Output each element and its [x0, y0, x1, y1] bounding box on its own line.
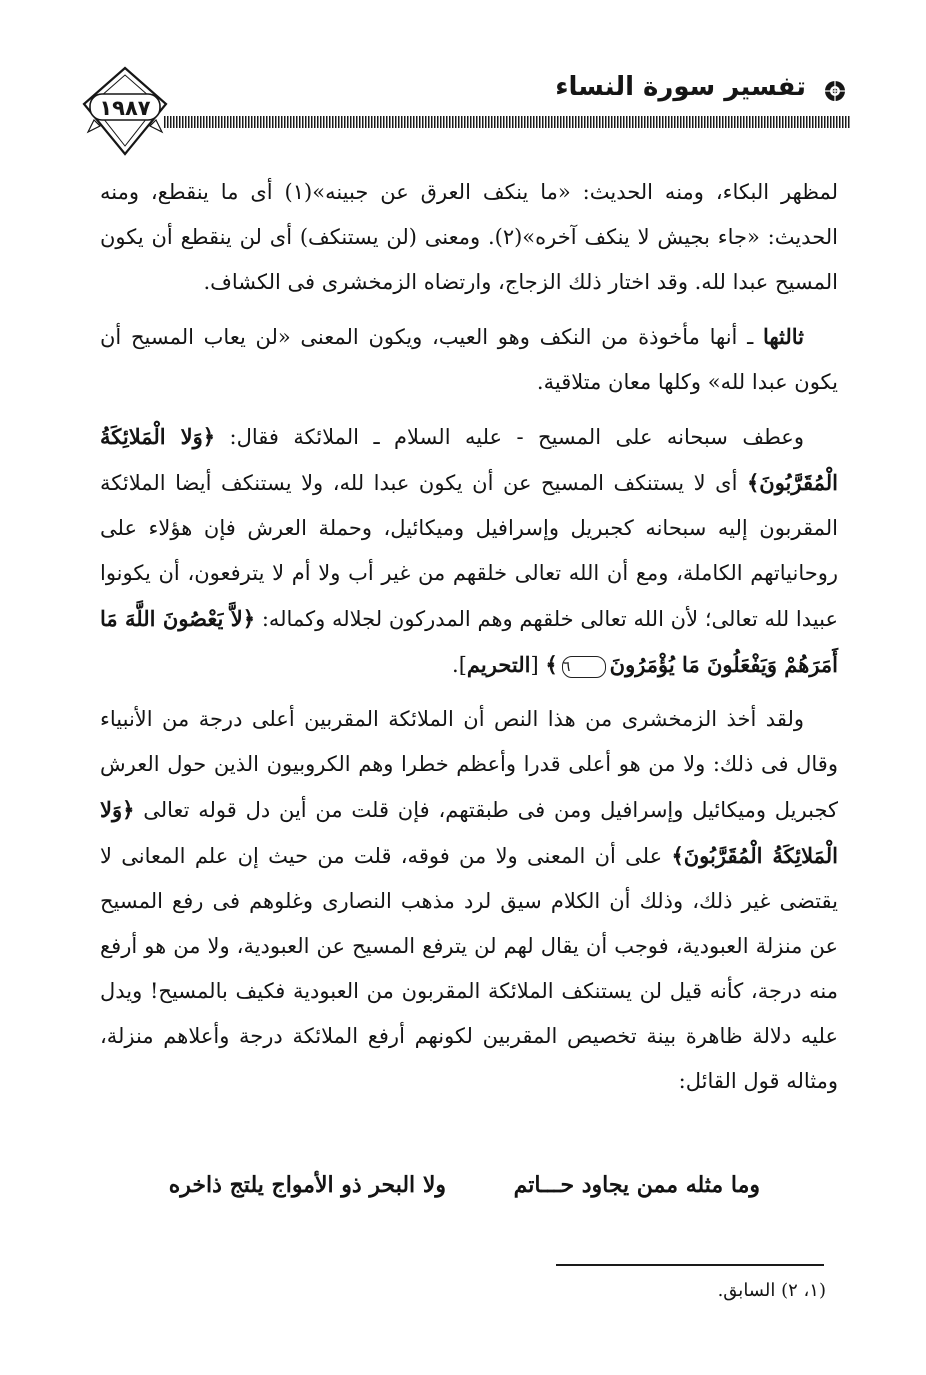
page-number: ١٩٨٧ — [99, 96, 151, 120]
paragraph — [100, 314, 838, 405]
text-segment: ]. — [452, 653, 467, 677]
footnote: (١، ٢) السابق. — [717, 1280, 826, 1301]
page-title: تفسير سورة النساء — [555, 72, 806, 102]
paragraph — [100, 414, 838, 688]
verse-number: ٦ — [562, 656, 606, 678]
page-number-badge — [80, 66, 170, 158]
footnote-rule — [556, 1264, 824, 1266]
bold-text: ﴿وَلا الْمَلائِكَةُ الْمُقَرَّبُونَ﴾ — [100, 424, 838, 495]
text-segment: على أن المعنى ولا من فوقه، قلت من حيث إن علم المعانى لا يقتضى غير ذلك، وذلك أن الكلام سيق لرد مذهب النصارى وغلوهم فى رفع المسيح عن منزلة العبودية، فوجب أن يقال لهم لن يترفع المسيح عن العبودية، ولا من هو أرفع منه درجة، كأنه قيل لن يستنكف الملائكة المقربون من العبودية فكيف بالمسيح! ويدل عليه دلالة ظاهرة بينة تخصيص المقربين لكونهم أرفع الملائكة درجة وأعلاهم منزلة، ومثاله قول القائل: — [100, 844, 838, 1093]
bold-text: ﴿وَلا الْمَلائِكَةُ الْمُقَرَّبُونَ﴾ — [100, 797, 838, 868]
poem-first-hemistich: وما مثله ممن يجاود حـــاتم — [513, 1172, 760, 1198]
text-segment: وعطف سبحانه على المسيح - عليه السلام ـ الملائكة فقال: — [215, 425, 804, 449]
body-text — [100, 170, 838, 1113]
header-rule — [164, 116, 850, 128]
text-segment: لمظهر البكاء، ومنه الحديث: «ما ينكف العرق عن جبينه»(١) أى ما ينقطع، ومنه الحديث: «جاء بجيش لا ينكف آخره»(٢). ومعنى (لن يستنكف) أى لن ينقطع أن يكون المسيح عبدا لله. وقد اختار ذلك الزجاج، وارتضاه الزمخشرى فى الكشاف. — [100, 180, 838, 294]
text-segment: أى لا يستنكف المسيح عن أن يكون عبدا لله، ولا يستنكف أيضا الملائكة المقربون إليه سبحانه كجبريل وإسرافيل وميكائيل، وحملة العرش فإن هؤلاء على روحانياتهم الكاملة، ومع أن الله تعالى خلقهم من غير أب ولا أم لا يترفعون، أن يكونوا عبيدا لله تعالى؛ لأن الله تعالى خلقهم وهم المدركون لجلاله وكماله: — [100, 471, 838, 631]
paragraph — [100, 170, 838, 305]
text-segment: ولقد أخذ الزمخشرى من هذا النص أن الملائكة المقربين أعلى درجة من الأنبياء وقال فى ذلك: ولا من هو أعلى قدرا وأعظم خطرا وهم الكروبيون الذين حول العرش كجبريل وميكائيل وإسرافيل ومن فى طبقتهم، فإن قلت من أين دل قوله تعالى — [100, 707, 838, 822]
text-segment: [ — [530, 653, 546, 677]
page-header — [80, 66, 850, 166]
bold-text: ﴿لاَّ يَعْصُونَ اللَّهَ مَا أَمَرَهُمْ وَيَفْعَلُونَ مَا يُؤْمَرُونَ — [100, 606, 838, 677]
bold-text: ثالثها — [762, 324, 804, 349]
poem-second-hemistich: ولا البحر ذو الأمواج يلتج ذاخره — [168, 1172, 446, 1198]
bold-text: التحريم — [466, 652, 531, 677]
text-segment: ـ أنها مأخوذة من النكف وهو العيب، ويكون المعنى «لن يعاب المسيح أن يكون عبدا لله» وكلها معان متلاقية. — [100, 325, 838, 394]
bold-text: ﴾ — [545, 652, 558, 677]
header-flower-icon — [822, 78, 848, 104]
paragraph — [100, 697, 838, 1104]
